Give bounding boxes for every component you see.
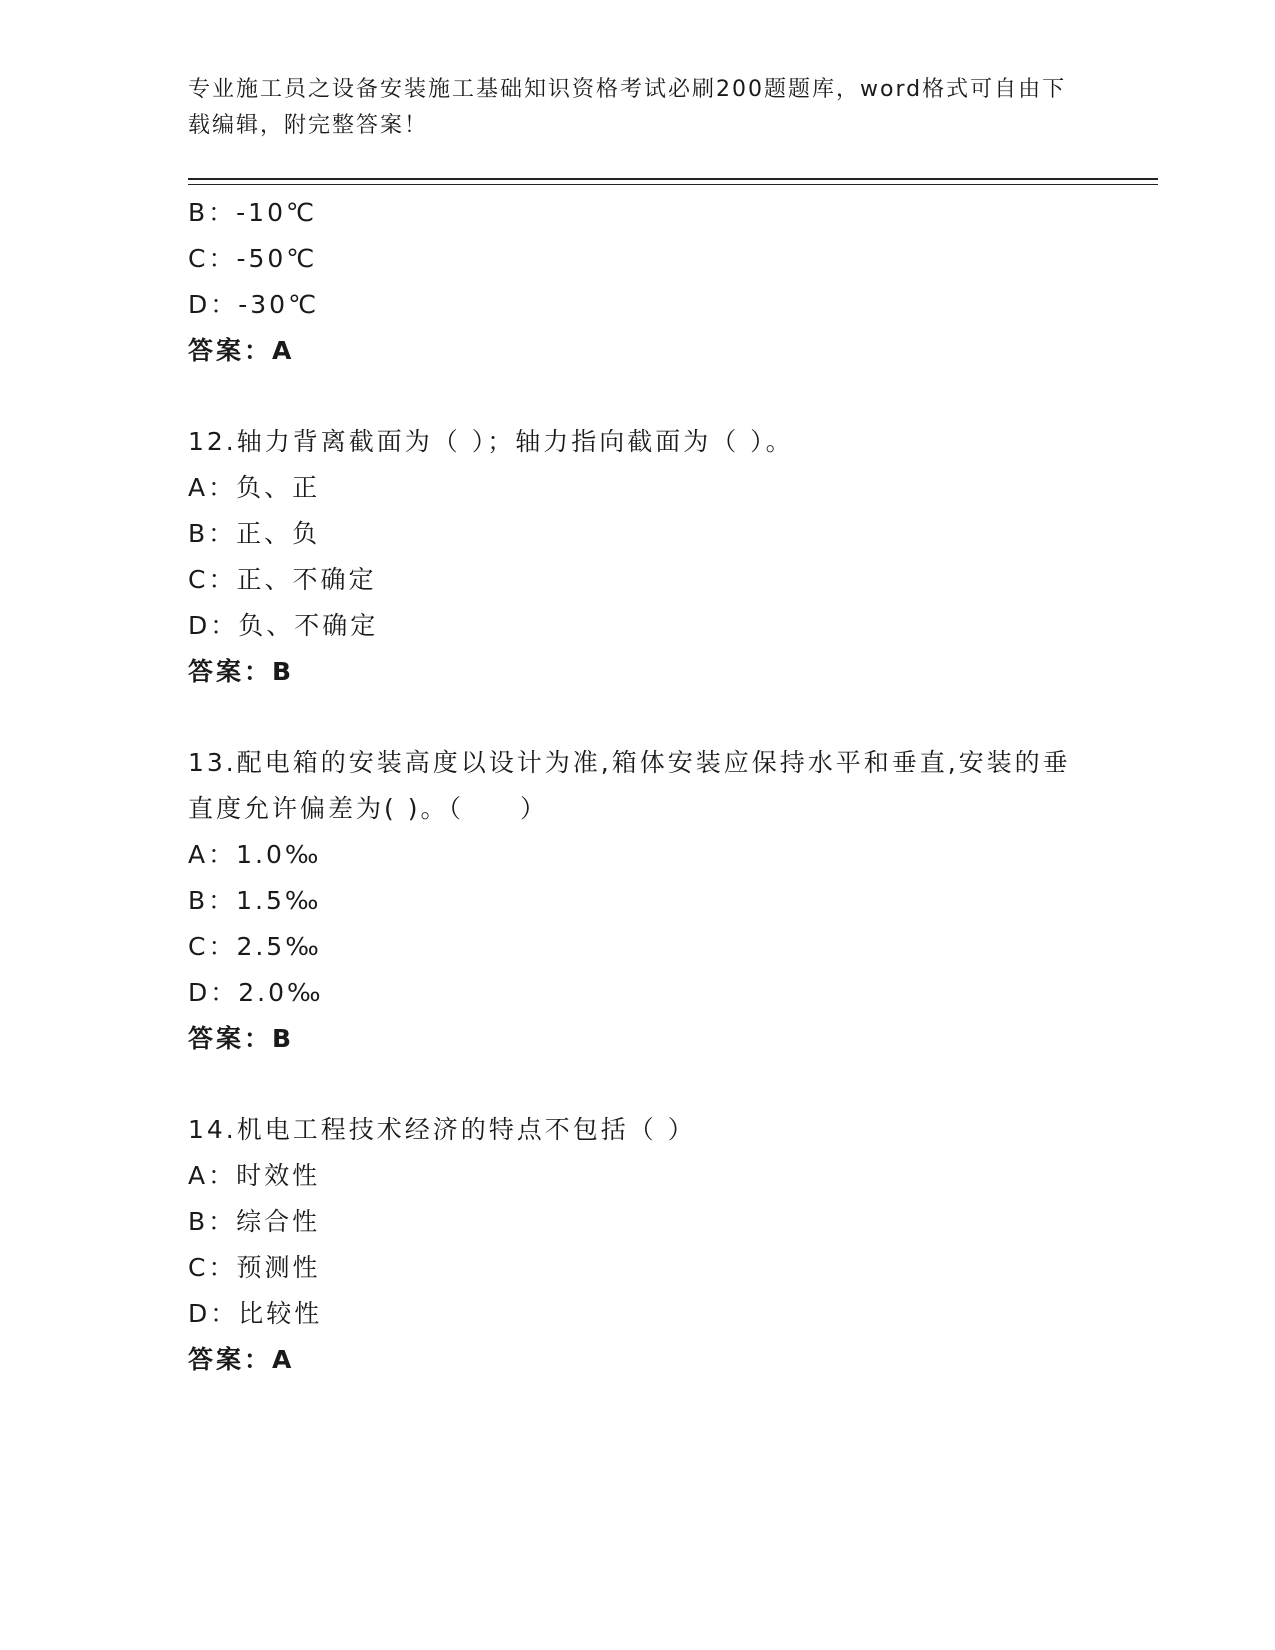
option-c: C：2.5‰ [188,932,322,961]
option-d: D：-30℃ [188,290,320,319]
option-c: C：-50℃ [188,244,318,273]
option-a: A：负、正 [188,473,321,502]
option-d: D：2.0‰ [188,978,324,1007]
option-c: C：预测性 [188,1253,321,1282]
answer-text: 答案：A [188,1345,295,1374]
option-d: D：比较性 [188,1299,323,1328]
question-stem: 14.机电工程技术经济的特点不包括（ ） [188,1115,696,1144]
option-a: A：1.0‰ [188,840,322,869]
question-12 [188,419,1088,695]
option-c: C：正、不确定 [188,565,377,594]
question-list [188,190,1088,1383]
question-13 [188,740,1088,1062]
question-14 [188,1107,1088,1383]
answer-text: 答案：B [188,657,295,686]
header-divider [188,178,1158,185]
option-d: D：负、不确定 [188,611,379,640]
carryover-question [188,190,1088,374]
option-a: A：时效性 [188,1161,321,1190]
option-b: B：1.5‰ [188,886,322,915]
option-b: B：综合性 [188,1207,321,1236]
answer-text: 答案：B [188,1024,295,1053]
question-stem: 13.配电箱的安装高度以设计为准,箱体安装应保持水平和垂直,安装的垂直度允许偏差为( )。（ ） [188,748,1071,823]
answer-text: 答案：A [188,336,295,365]
option-b: B：正、负 [188,519,321,548]
document-header-title: 专业施工员之设备安装施工基础知识资格考试必刷200题题库，word格式可自由下载编辑，附完整答案！ [188,77,1067,138]
question-stem: 12.轴力背离截面为（ ）；轴力指向截面为（ ）。 [188,427,794,456]
option-b: B：-10℃ [188,198,318,227]
